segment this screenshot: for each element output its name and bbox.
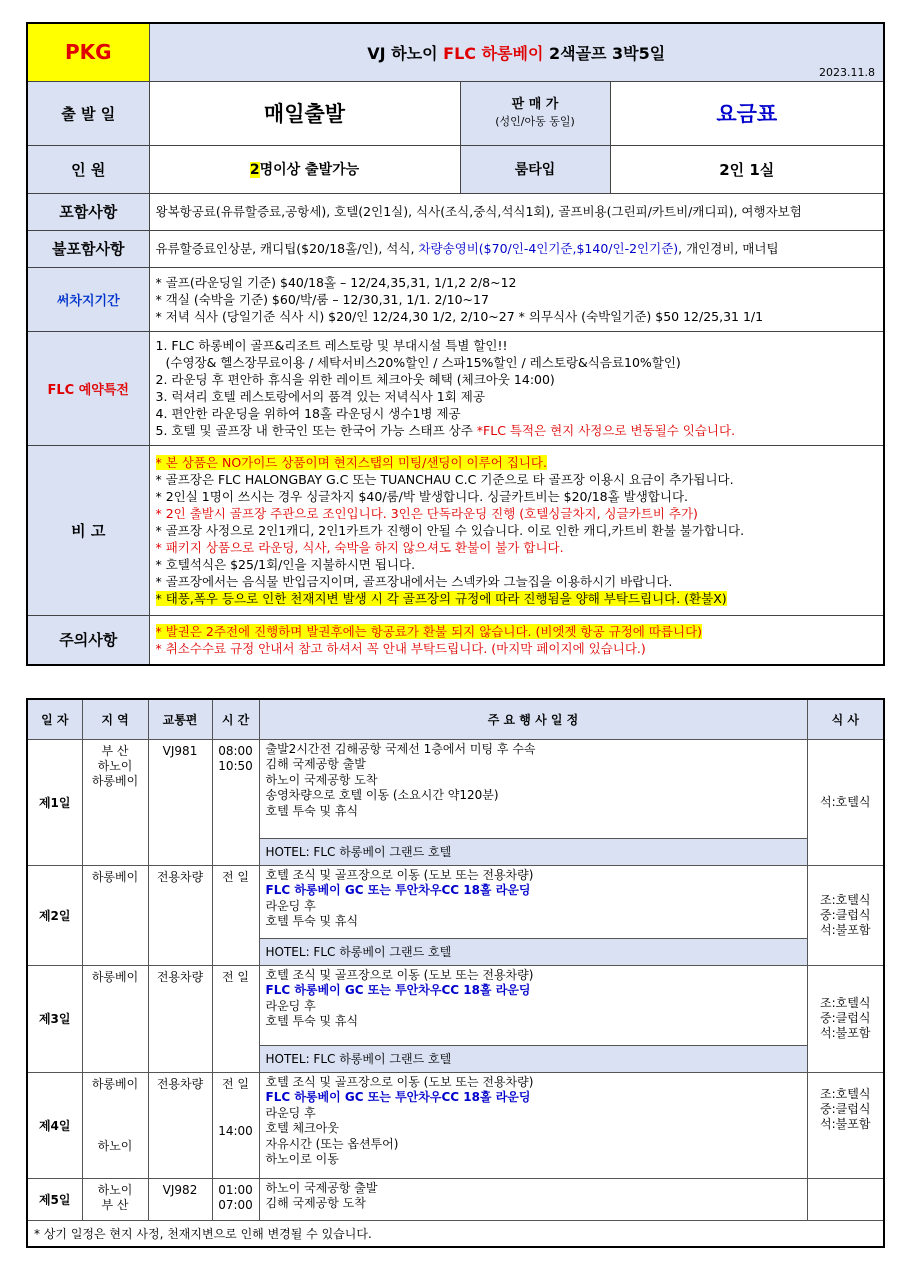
day4-time: 전 일 14:00 xyxy=(212,1072,259,1178)
day5-label: 제5일 xyxy=(27,1178,82,1220)
price-label: 판 매 가 (성인/아동 동일) xyxy=(460,81,610,145)
pkg-badge: PKG xyxy=(27,23,149,81)
issue-date: 2023.11.8 xyxy=(819,65,876,79)
persons-value: 2명이상 출발가능 xyxy=(149,145,460,193)
day4-label: 제4일 xyxy=(27,1072,82,1178)
day2-label: 제2일 xyxy=(27,865,82,965)
day2-activities: 호텔 조식 및 골프장으로 이동 (도보 또는 전용차량) FLC 하롱베이 GC 또는 투안차우CC 18홀 라운딩 라운딩 후 호텔 투숙 및 휴식 xyxy=(259,865,807,938)
header-day: 일 자 xyxy=(27,699,82,739)
day1-meal: 석:호텔식 xyxy=(807,739,884,865)
benefits-text: 1. FLC 하롱베이 골프&리조트 레스토랑 및 부대시설 특별 할인!! (수영장& 헬스장무료이용 / 세탁서비스20%할인 / 스파15%할인 / 레스토랑&식음료10%할인) 2. 라운딩 후 편안하 휴식을 위한 레이트 체크아웃 혜택 (체크아웃 14:00) 3. 럭셔리 호텔 레스토랑에서의 품격 있는 저녁식사 1회 제공 4. 편안한 라운딩을 위하여 18홀 라운딩시 생수1병 제공 5. 호텔 및 골프장 내 한국인 또는 한국어 가능 스태프 상주 *FLC 특적은 현지 사정으로 변동될수 잇습니다. xyxy=(149,331,884,445)
day3-region: 하롱베이 xyxy=(82,965,148,1072)
caution-text: * 발권은 2주전에 진행하며 발권후에는 항공료가 환불 되지 않습니다. (비엣젯 항공 규정에 따릅니다) * 취소수수료 규정 안내서 참고 하셔서 꼭 안내 부탁드립니다. (마지막 페이지에 있습니다.) xyxy=(149,615,884,665)
remarks-label: 비 고 xyxy=(27,445,149,615)
day4-activities: 호텔 조식 및 골프장으로 이동 (도보 또는 전용차량) FLC 하롱베이 GC 또는 투안차우CC 18홀 라운딩 라운딩 후 호텔 체크아웃 자유시간 (또는 옵션투어) 하노이로 이동 xyxy=(259,1072,807,1178)
schedule-footnote: * 상기 일정은 현지 사정, 천재지변으로 인해 변경될 수 있습니다. xyxy=(27,1220,884,1247)
day5-activities: 하노이 국제공항 출발 김해 국제공항 도착 xyxy=(259,1178,807,1220)
room-label: 룸타입 xyxy=(460,145,610,193)
day5-region: 하노이 부 산 xyxy=(82,1178,148,1220)
caution-label: 주의사항 xyxy=(27,615,149,665)
included-label: 포함사항 xyxy=(27,193,149,230)
day3-transport: 전용차량 xyxy=(148,965,212,1072)
header-time: 시 간 xyxy=(212,699,259,739)
package-info-table xyxy=(26,22,885,666)
day1-region: 부 산 하노이 하롱베이 xyxy=(82,739,148,865)
header-region: 지 역 xyxy=(82,699,148,739)
day3-activities: 호텔 조식 및 골프장으로 이동 (도보 또는 전용차량) FLC 하롱베이 GC 또는 투안차우CC 18홀 라운딩 라운딩 후 호텔 투숙 및 휴식 xyxy=(259,965,807,1045)
day1-activities: 출발2시간전 김해공항 국제선 1층에서 미팅 후 수속 김해 국제공항 출발 하노이 국제공항 도착 송영차량으로 호텔 이동 (소요시간 약120분) 호텔 투숙 및 휴식 xyxy=(259,739,807,838)
departure-value: 매일출발 xyxy=(149,81,460,145)
day5-transport: VJ982 xyxy=(148,1178,212,1220)
day3-label: 제3일 xyxy=(27,965,82,1072)
room-value: 2인 1실 xyxy=(610,145,884,193)
header-itinerary: 주 요 행 사 일 정 xyxy=(259,699,807,739)
day2-hotel: HOTEL: FLC 하롱베이 그랜드 호텔 xyxy=(259,938,807,965)
remarks-text: * 본 상품은 NO가이드 상품이며 현지스탭의 미팅/샌딩이 이루어 집니다. * 골프장은 FLC HALONGBAY G.C 또는 TUANCHAU C.C 기준으로 타 골프장 이용시 요금이 추가됩니다. * 2인실 1명이 쓰시는 경우 싱글차지 $40/룸/박 발생합니다. 싱글카트비는 $20/18홀 발생합니다. * 2인 출발시 골프장 주관으로 조인입니다. 3인은 단독라운딩 진행 (호텔싱글차지, 싱글카트비 추가) * 골프장 사정으로 2인1캐디, 2인1카트가 진행이 안될 수 있습니다. 이로 인한 캐디,카트비 환불 불가합니다. * 패키지 상품으로 라운딩, 식사, 숙박을 하지 않으셔도 환불이 불가 합니다. * 호텔석식은 $25/1회/인을 지불하시면 됩니다. * 골프장에서는 음식물 반입금지이며, 골프장내에서는 스넥카와 그늘집을 이용하시기 바랍니다. * 태풍,폭우 등으로 인한 천재지변 발생 시 각 골프장의 규정에 따라 진행됨을 양해 부탁드립니다. (환불X) xyxy=(149,445,884,615)
itinerary-table xyxy=(26,698,885,1248)
excluded-text: 유류할증료인상분, 캐디팁($20/18홀/인), 석식, 차량송영비($70/인-4인기준,$140/인-2인기준), 개인경비, 매너팁 xyxy=(149,230,884,267)
price-table-link[interactable]: 요금표 xyxy=(610,81,884,145)
day2-transport: 전용차량 xyxy=(148,865,212,965)
day3-time: 전 일 xyxy=(212,965,259,1072)
day3-meal: 조:호텔식 중:클럽식 석:불포함 xyxy=(807,965,884,1072)
package-title: VJ 하노이 FLC 하롱베이 2색골프 3박5일 2023.11.8 xyxy=(149,23,884,81)
persons-label: 인 원 xyxy=(27,145,149,193)
surcharge-label: 써차지기간 xyxy=(27,267,149,331)
departure-label: 출 발 일 xyxy=(27,81,149,145)
day1-time: 08:00 10:50 xyxy=(212,739,259,865)
day5-time: 01:00 07:00 xyxy=(212,1178,259,1220)
day5-meal xyxy=(807,1178,884,1220)
header-transport: 교통편 xyxy=(148,699,212,739)
day1-transport: VJ981 xyxy=(148,739,212,865)
day2-region: 하롱베이 xyxy=(82,865,148,965)
day1-hotel: HOTEL: FLC 하롱베이 그랜드 호텔 xyxy=(259,838,807,865)
day4-region: 하롱베이 하노이 xyxy=(82,1072,148,1178)
benefits-label: FLC 예약특전 xyxy=(27,331,149,445)
day4-transport: 전용차량 xyxy=(148,1072,212,1178)
included-text: 왕복항공료(유류할증료,공항세), 호텔(2인1실), 식사(조식,중식,석식1회), 골프비용(그린피/카트비/캐디피), 여행자보험 xyxy=(149,193,884,230)
day2-time: 전 일 xyxy=(212,865,259,965)
day3-hotel: HOTEL: FLC 하롱베이 그랜드 호텔 xyxy=(259,1045,807,1072)
day2-meal: 조:호텔식 중:클럽식 석:불포함 xyxy=(807,865,884,965)
day1-label: 제1일 xyxy=(27,739,82,865)
excluded-label: 불포함사항 xyxy=(27,230,149,267)
surcharge-text: * 골프(라운딩일 기준) $40/18홀 – 12/24,35,31, 1/1,2 2/8~12 * 객실 (숙박을 기준) $60/박/룸 – 12/30,31, 1/1. 2/10~17 * 저녁 식사 (당일기준 식사 시) $20/인 12/24,30 1/2, 2/10~27 * 의무식사 (숙박일기준) $50 12/25,31 1/1 xyxy=(149,267,884,331)
header-meal: 식 사 xyxy=(807,699,884,739)
day4-meal: 조:호텔식 중:클럽식 석:불포함 xyxy=(807,1072,884,1178)
